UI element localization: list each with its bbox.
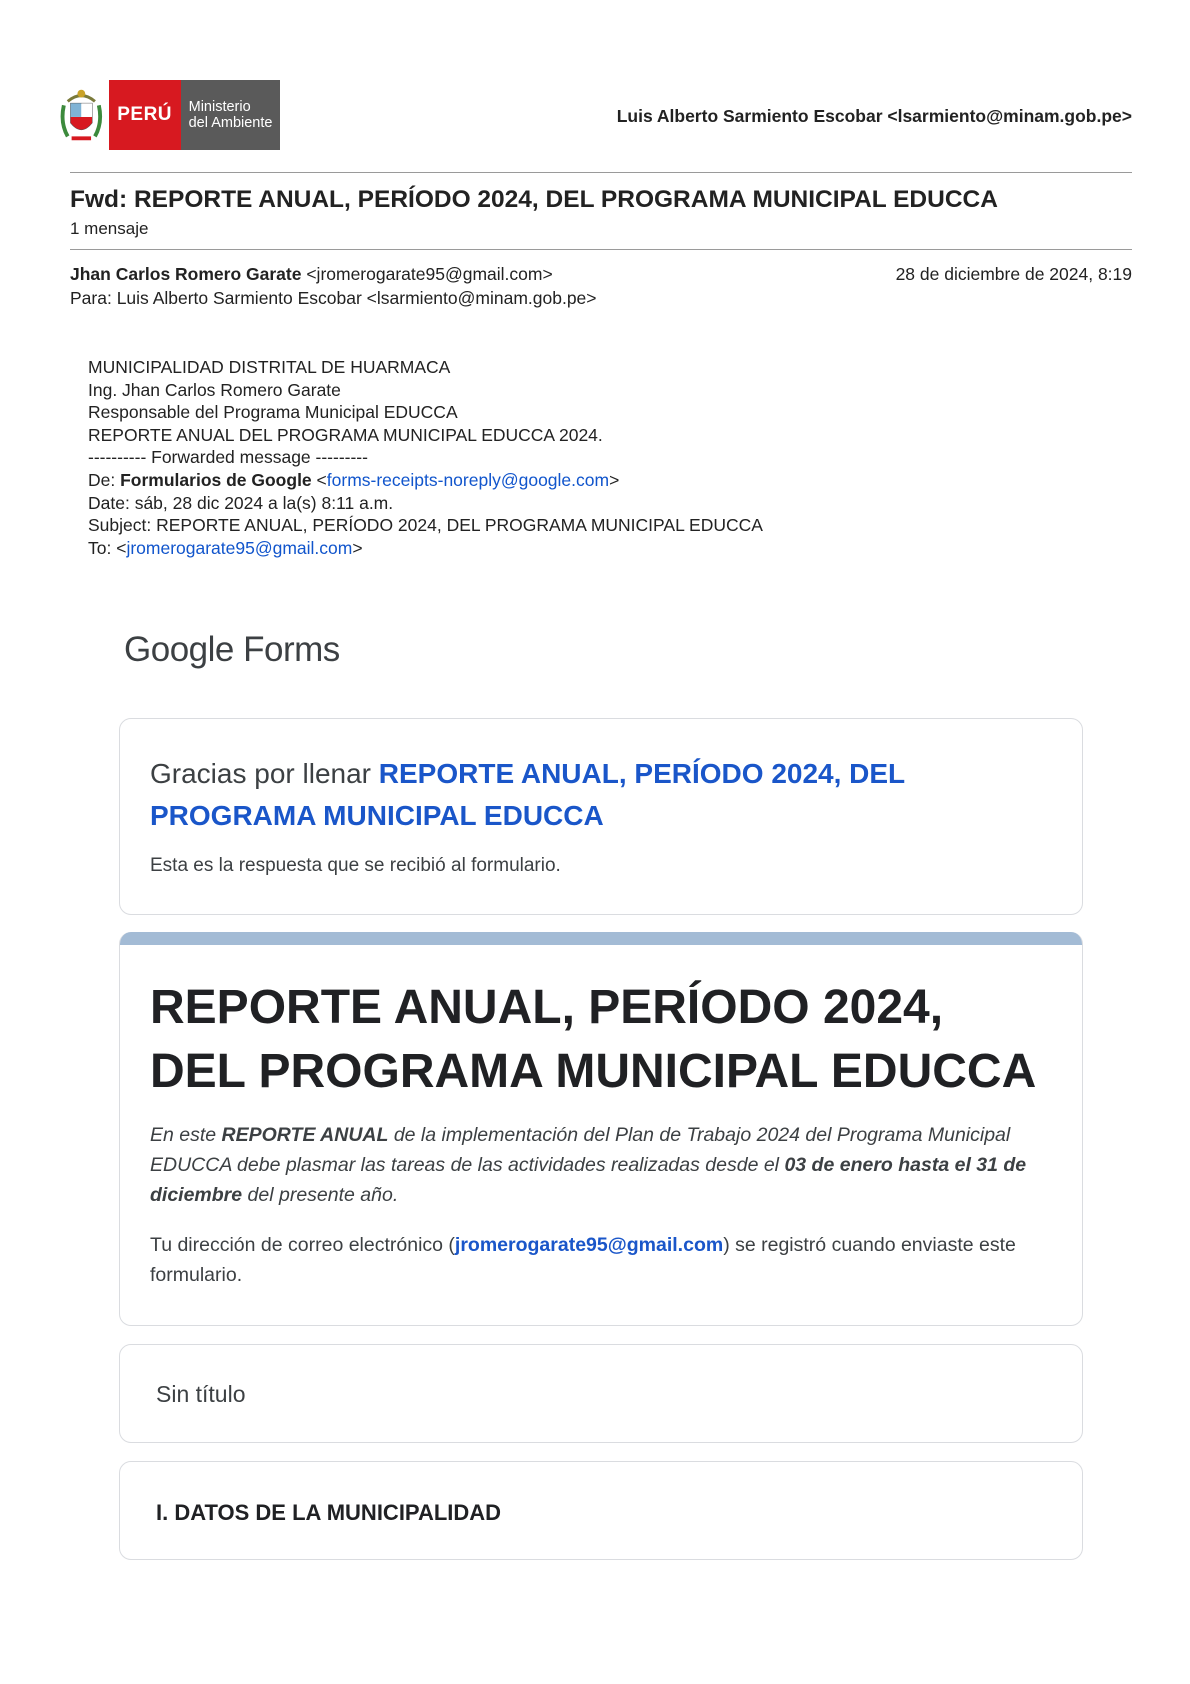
fwd-to-email-link[interactable]: jromerogarate95@gmail.com [126,537,353,558]
fwd-from-name: Formularios de Google [120,469,312,490]
body-line: Ing. Jhan Carlos Romero Garate [88,379,341,400]
minam-logo [58,80,280,150]
fwd-from-email-link[interactable]: forms-receipts-noreply@google.com [326,469,610,490]
message-from [70,264,553,285]
logo-ministry-line1: Ministerio [188,99,251,115]
forms-wordmark: Forms [233,630,340,669]
form-title: REPORTE ANUAL, PERÍODO 2024, DEL PROGRAMA MUNICIPAL EDUCCA [150,981,1037,1098]
sender-name: Jhan Carlos Romero Garate [70,264,302,284]
sender-email: <jromerogarate95@gmail.com> [301,264,553,284]
google-forms-logo [124,630,340,670]
logo-ministry [181,80,280,150]
section-title: I. DATOS DE LA MUNICIPALIDAD [156,1500,502,1525]
body-line: ---------- Forwarded message --------- [88,447,368,468]
section-title: Sin título [156,1381,246,1407]
body-line: Responsable del Programa Municipal EDUCCA [88,402,458,423]
response-note: Esta es la respuesta que se recibió al formulario. [150,855,561,876]
message-body [88,356,763,559]
account-owner: Luis Alberto Sarmiento Escobar <lsarmiento@minam.gob.pe> [616,106,1132,126]
respondent-email: jromerogarate95@gmail.com [454,1234,724,1256]
logo-peru: PERÚ [109,80,181,150]
form-title-link[interactable]: REPORTE ANUAL, PERÍODO 2024, DEL PROGRAMA MUNICIPAL EDUCCA [150,758,905,831]
email-recorded-note: Tu dirección de correo electrónico (jromerogarate95@gmail.com) se registró cuando enviaste este formulario. [150,1234,1016,1286]
thanks-heading: Gracias por llenar REPORTE ANUAL, PERÍODO 2024, DEL PROGRAMA MUNICIPAL EDUCCA [150,758,905,831]
logo-ministry-line2: del Ambiente [188,115,273,131]
form-header-card [119,932,1083,1326]
fwd-to: To: <jromerogarate95@gmail.com> [88,537,363,558]
fwd-from: De: Formularios de Google <forms-receipts-noreply@google.com> [88,469,620,490]
divider [70,172,1132,173]
form-accent-bar [120,932,1082,945]
body-line: REPORTE ANUAL DEL PROGRAMA MUNICIPAL EDUCCA 2024. [88,424,603,445]
thread-subject: Fwd: REPORTE ANUAL, PERÍODO 2024, DEL PROGRAMA MUNICIPAL EDUCCA [70,186,998,213]
thanks-card [119,718,1083,915]
fwd-date: Date: sáb, 28 dic 2024 a la(s) 8:11 a.m. [88,492,394,513]
google-wordmark: Google [124,630,234,669]
peru-coat-of-arms-icon [58,83,105,147]
section-card [119,1461,1083,1560]
message-count: 1 mensaje [70,219,149,238]
message-to: Para: Luis Alberto Sarmiento Escobar <lsarmiento@minam.gob.pe> [70,288,597,308]
body-line: MUNICIPALIDAD DISTRITAL DE HUARMACA [88,357,451,377]
divider [70,249,1132,250]
form-description: En este REPORTE ANUAL de la implementación del Plan de Trabajo 2024 del Programa Municipal EDUCCA debe plasmar las tareas de las actividades realizadas desde el 03 de enero hasta el 31 de diciembre del presente año. [150,1124,1027,1206]
message-date: 28 de diciembre de 2024, 8:19 [895,264,1132,284]
fwd-subject: Subject: REPORTE ANUAL, PERÍODO 2024, DEL PROGRAMA MUNICIPAL EDUCCA [88,515,763,536]
section-card [119,1344,1083,1443]
